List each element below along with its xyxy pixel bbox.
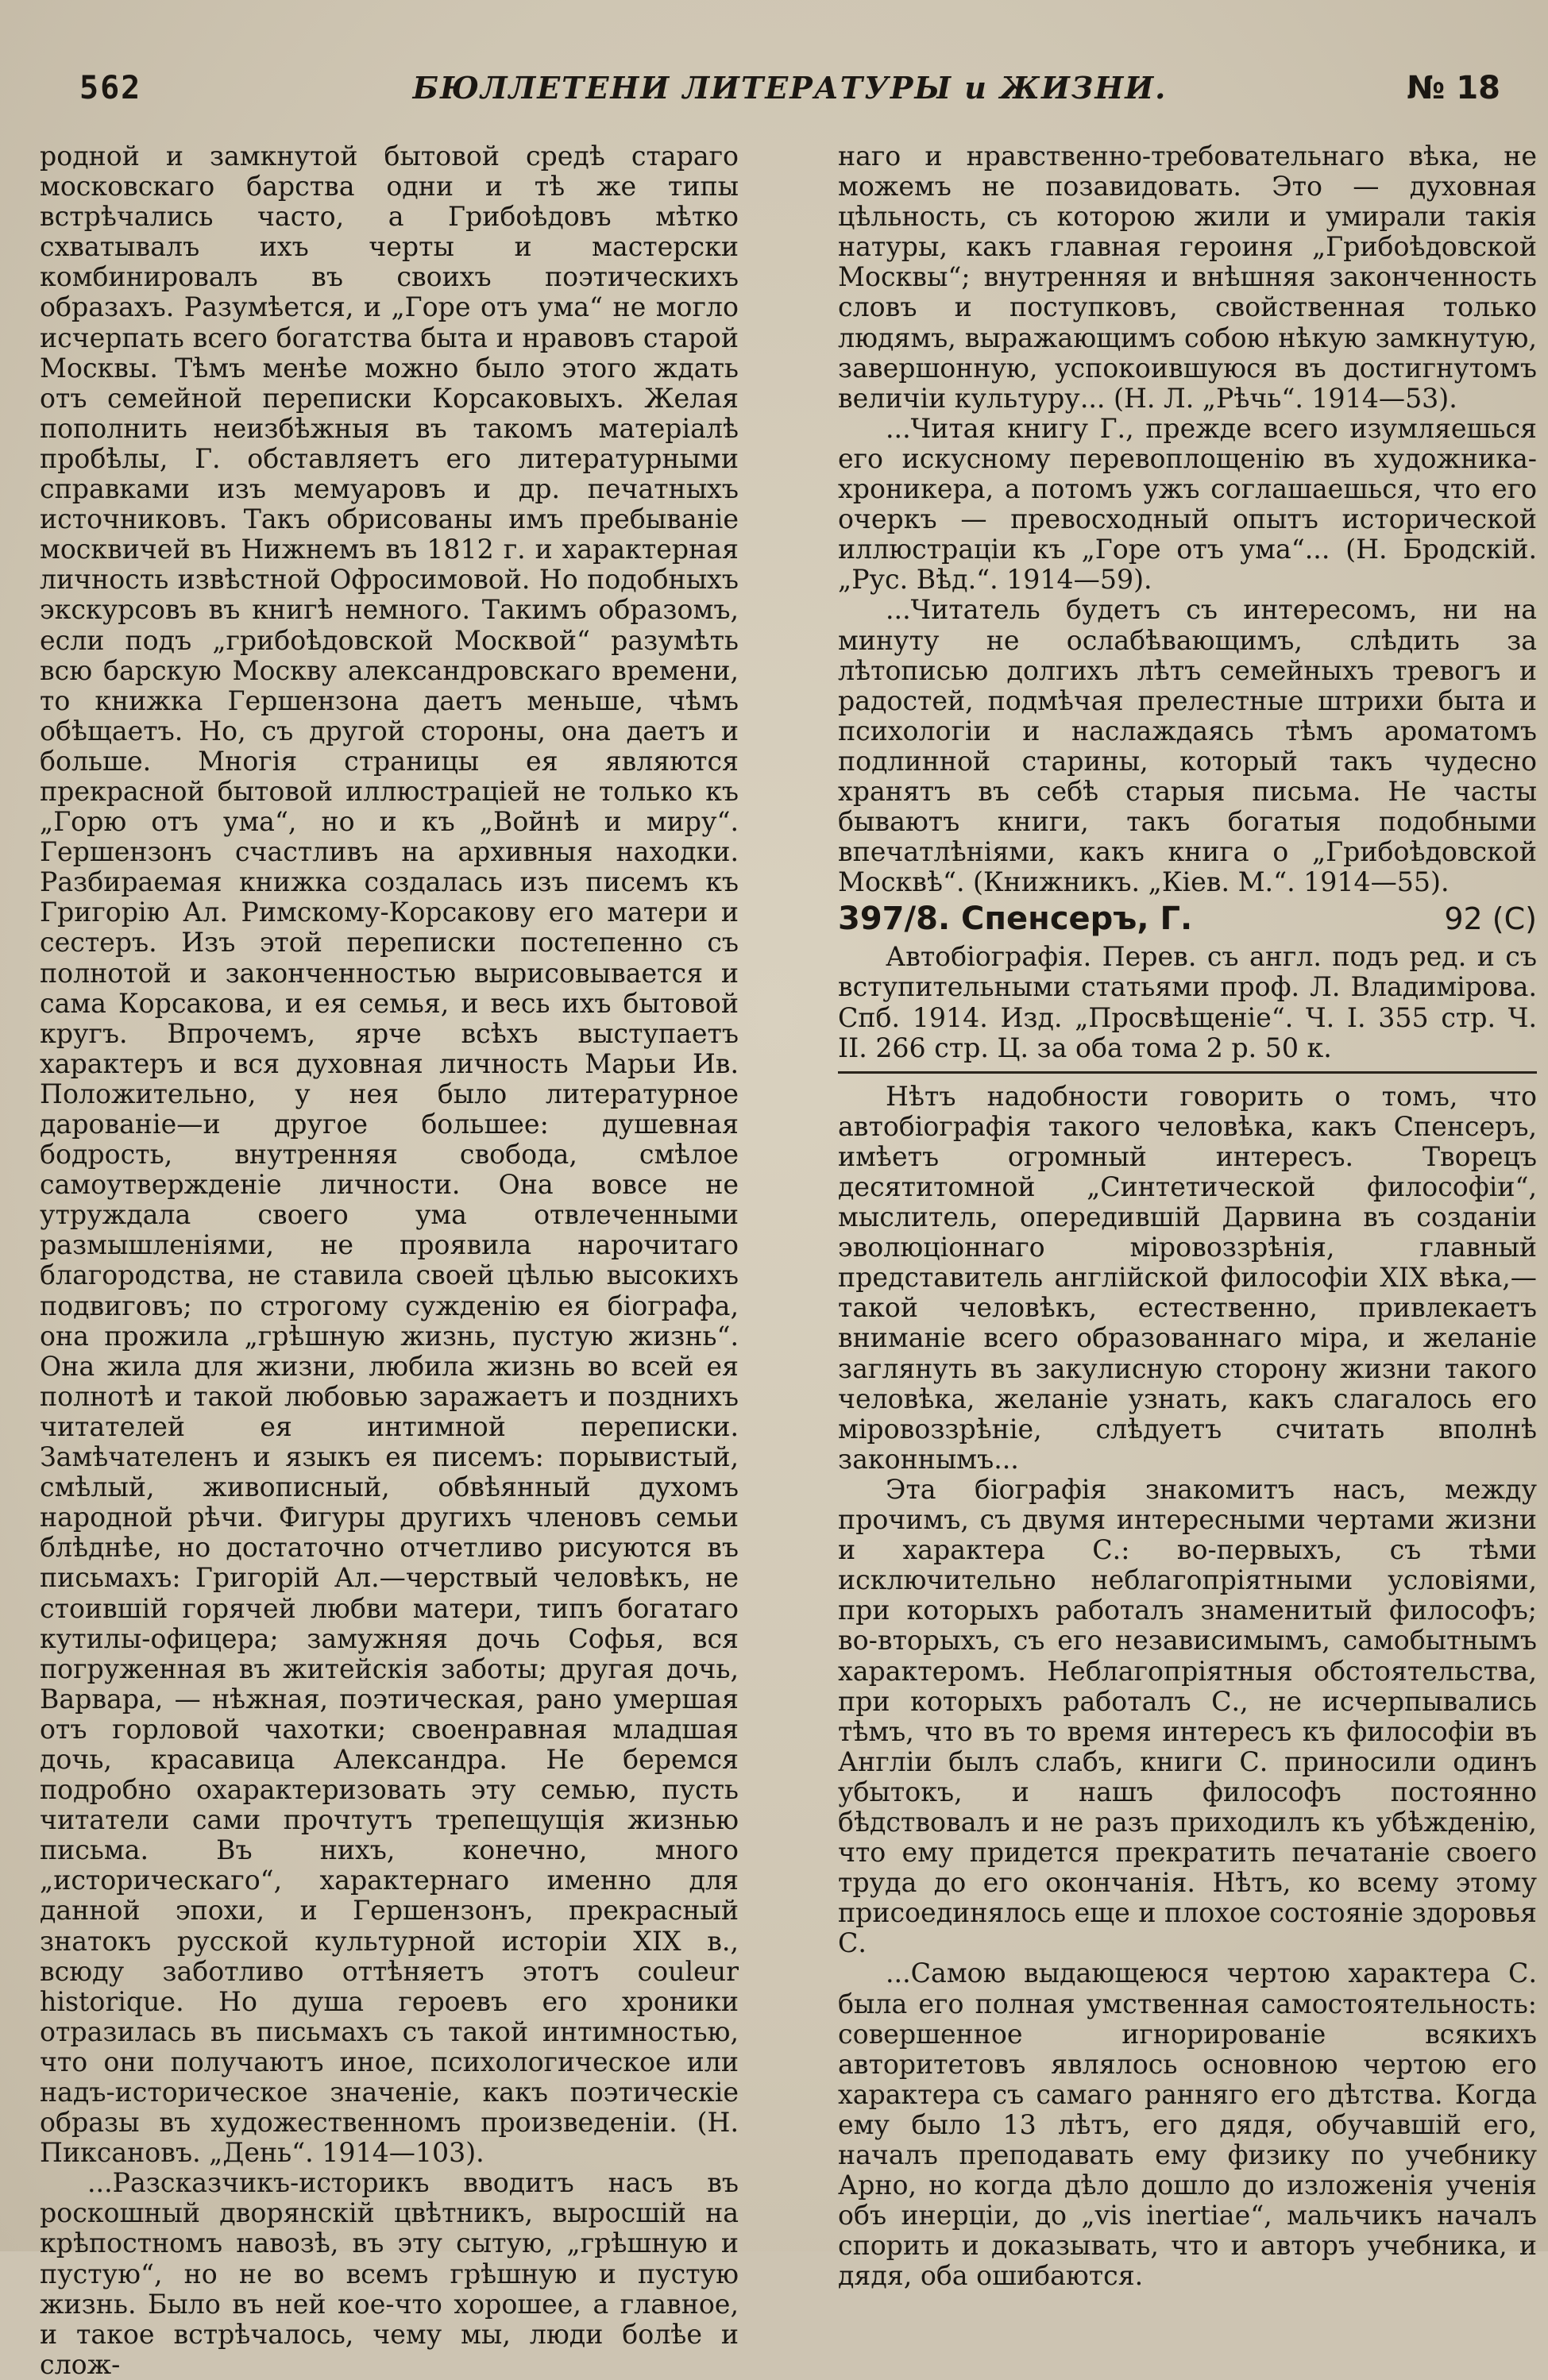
divider <box>838 1071 1537 1074</box>
entry-number: 397/8. Спенсеръ, Г. <box>838 901 1193 938</box>
paragraph: Эта біографія знакомитъ насъ, между прочимъ, съ двумя интересными чертами жизни и характера С.: во-первыхъ, съ тѣми исключительно неблагопріятными условіями, при которыхъ работалъ знаменитый философъ; во-вторыхъ, съ его независимымъ, самобытнымъ характеромъ. Неблагопріятныя обстоятельства, при которыхъ работалъ С., не исчерпывались тѣмъ, что въ то время интересъ къ философіи въ Англіи былъ слабъ, книги С. приносили одинъ убытокъ, и нашъ философъ постоянно бѣдствовалъ и не разъ приходилъ къ убѣжденію, что ему придется прекратить печатаніе своего труда до его окончанія. Нѣтъ, ко всему этому присоединялось еще и плохое состояніе здоровья С. <box>838 1473 1537 1959</box>
paragraph: наго и нравственно-требовательнаго вѣка, не можемъ не позавидовать. Это — духовная цѣльность, съ которою жили и умирали такія натуры, какъ главная героиня „Грибоѣдовской Москвы“; внутренняя и внѣшняя законченность словъ и поступковъ, свойственная только людямъ, выражающимъ собою нѣкую замкнутую, завершонную, успокоившуюся въ достигнутомъ величіи культуру... (Н. Л. „Рѣчь“. 1914—53). <box>838 141 1537 414</box>
paragraph: ...Читая книгу Г., прежде всего изумляешься его искусному перевоплощенію въ художника-хроникера, а потомъ ужъ соглашаешься, что его очеркъ — превосходный опытъ исторической иллюстраціи къ „Горе отъ ума“... (Н. Бродскій. „Рус. Вѣд.“. 1914—59). <box>838 412 1537 596</box>
bibliography-text: Автобіографія. Перев. съ англ. подъ ред. и съ вступительными статьями проф. Л. Владимірова. Спб. 1914. Изд. „Просвѣщеніе“. Ч. I. 355 стр. Ч. II. 266 стр. Ц. за оба тома 2 р. 50 к. <box>838 941 1537 1063</box>
entry-code: 92 (С) <box>1444 901 1537 937</box>
paragraph: Нѣтъ надобности говорить о томъ, что автобіографія такого человѣка, какъ Спенсеръ, имѣетъ огромный интересъ. Творецъ десятитомной „Синтетической философіи“, мыслитель, опередившій Дарвина въ созданіи эволюціоннаго міровоззрѣнія, главный представитель англійской философіи XIX вѣка,—такой человѣкъ, естественно, привлекаетъ вниманіе всего образованнаго міра, и желаніе заглянуть въ закулисную сторону жизни такого человѣка, желаніе узнать, какъ слагалось его міровоззрѣніе, слѣдуетъ считать вполнѣ законнымъ... <box>838 1080 1537 1475</box>
paragraph: ...Самою выдающеюся чертою характера С. была его полная умственная самостоятельность: совершенное игнорированіе всякихъ авторитетовъ являлось основною чертою его характера съ самаго ранняго его дѣтства. Когда ему было 13 лѣтъ, его дядя, обучавшій его, началъ преподавать ему физику по учебнику Арно, но когда дѣло дошло до изложенія ученія объ инерціи, до „vis inertiae“, мальчикъ началъ спорить и доказывать, что и авторъ учебника, и дядя, оба ошибаются. <box>838 1958 1537 2292</box>
issue-number: № 18 <box>1407 70 1500 106</box>
paragraph: родной и замкнутой бытовой средѣ стараго московскаго барства одни и тѣ же типы встрѣчались часто, а Грибоѣдовъ мѣтко схватывалъ ихъ черты и мастерски комбинировалъ въ своихъ поэтическихъ образахъ. Разумѣется, и „Горе отъ ума“ не могло исчерпать всего богатства быта и нравовъ старой Москвы. Тѣмъ менѣе можно было этого ждать отъ семейной переписки Корсаковыхъ. Желая пополнить неизбѣжныя въ такомъ матеріалѣ пробѣлы, Г. обставляетъ его литературными справками изъ мемуаровъ и др. печатныхъ источниковъ. Такъ обрисованы имъ пребываніе москвичей въ Нижнемъ въ 1812 г. и характерная личность извѣстной Офросимовой. Но подобныхъ экскурсовъ въ книгѣ немного. Такимъ образомъ, если подъ „грибоѣдовской Москвой“ разумѣть всю барскую Москву александровскаго времени, то книжка Гершензона даетъ меньше, чѣмъ обѣщаетъ. Но, съ другой стороны, она даетъ и больше. Многія страницы ея являются прекрасной бытовой иллюстраціей не только къ „Горю отъ ума“, но и къ „Войнѣ и миру“. Гершензонъ счастливъ на архивныя находки. Разбираемая книжка создалась изъ писемъ къ Григорію Ал. Римскому-Корсакову его матери и сестеръ. Изъ этой переписки постепенно съ полнотой и законченностью вырисовывается и сама Корсакова, и ея семья, и весь ихъ бытовой кругъ. Впрочемъ, ярче всѣхъ выступаетъ характеръ и вся духовная личность Марьи Ив. Положительно, у нея было литературное дарованіе—и другое большее: душевная бодрость, внутренняя свобода, смѣлое самоутвержденіе личности. Она вовсе не утруждала своего ума отвлеченными размышленіями, не проявила нарочитаго благородства, не ставила своей цѣлью высокихъ подвиговъ; по строгому сужденію ея біографа, она прожила „грѣшную жизнь, пустую жизнь“. Она жила для жизни, любила жизнь во всей ея полнотѣ и такой любовью заражаетъ и позднихъ читателей ея интимной переписки. Замѣчателенъ и языкъ ея писемъ: порывистый, смѣлый, живописный, обвѣянный духомъ народной рѣчи. Фигуры другихъ членовъ семьи блѣднѣе, но достаточно отчетливо рисуются въ письмахъ: Григорій Ал.—черствый человѣкъ, не стоившій горячей любви матери, типъ богатаго кутилы-офицера; замужняя дочь Софья, вся погруженная въ житейскія заботы; другая дочь, Варвара, — нѣжная, поэтическая, рано умершая отъ горловой чахотки; своенравная младшая дочь, красавица Александра. Не беремся подробно охарактеризовать эту семью, пусть читатели сами прочтутъ трепещущія жизнью письма. Въ нихъ, конечно, много „историческаго“, характернаго именно для данной эпохи, и Гершензонъ, прекрасный знатокъ русской культурной исторіи XIX в., всюду заботливо оттѣняетъ этотъ couleur historique. Но душа героевъ его хроники отразилась въ письмахъ съ такой интимностью, что они получаютъ иное, психологическое или надъ-историческое значеніе, какъ поэтическіе образы въ художественномъ произведеніи. (Н. Пиксановъ. „День“. 1914—103). <box>40 141 739 2169</box>
journal-title: БЮЛЛЕТЕНИ ЛИТЕРАТУРЫ и ЖИЗНИ. <box>412 70 1168 106</box>
bibliography <box>838 942 1537 1063</box>
left-column <box>40 141 739 2380</box>
paragraph: ...Читатель будетъ съ интересомъ, ни на минуту не ослабѣвающимъ, слѣдить за лѣтописью долгихъ лѣтъ семейныхъ тревогъ и радостей, подмѣчая прелестные штрихи быта и психологіи и наслаждаясь тѣмъ ароматомъ подлинной старины, который такъ чудесно хранятъ въ себѣ старыя письма. Не часты бываютъ книги, такъ богатыя подобными впечатлѣніями, какъ книга о „Грибоѣдовской Москвѣ“. (Книжникъ. „Кiев. М.“. 1914—55). <box>838 594 1537 898</box>
paragraph: ...Разсказчикъ-историкъ вводитъ насъ въ роскошный дворянскій цвѣтникъ, выросшій на крѣпостномъ навозѣ, въ эту сытую, „грѣшную и пустую“, но не во всемъ грѣшную и пустую жизнь. Было въ ней кое-что хорошее, а главное, и такое встрѣчалось, чему мы, люди болѣе и слож- <box>40 2167 739 2380</box>
entry-header <box>838 901 1537 942</box>
right-column <box>838 141 1537 2291</box>
page-number: 562 <box>79 70 142 106</box>
running-head <box>79 70 1500 118</box>
